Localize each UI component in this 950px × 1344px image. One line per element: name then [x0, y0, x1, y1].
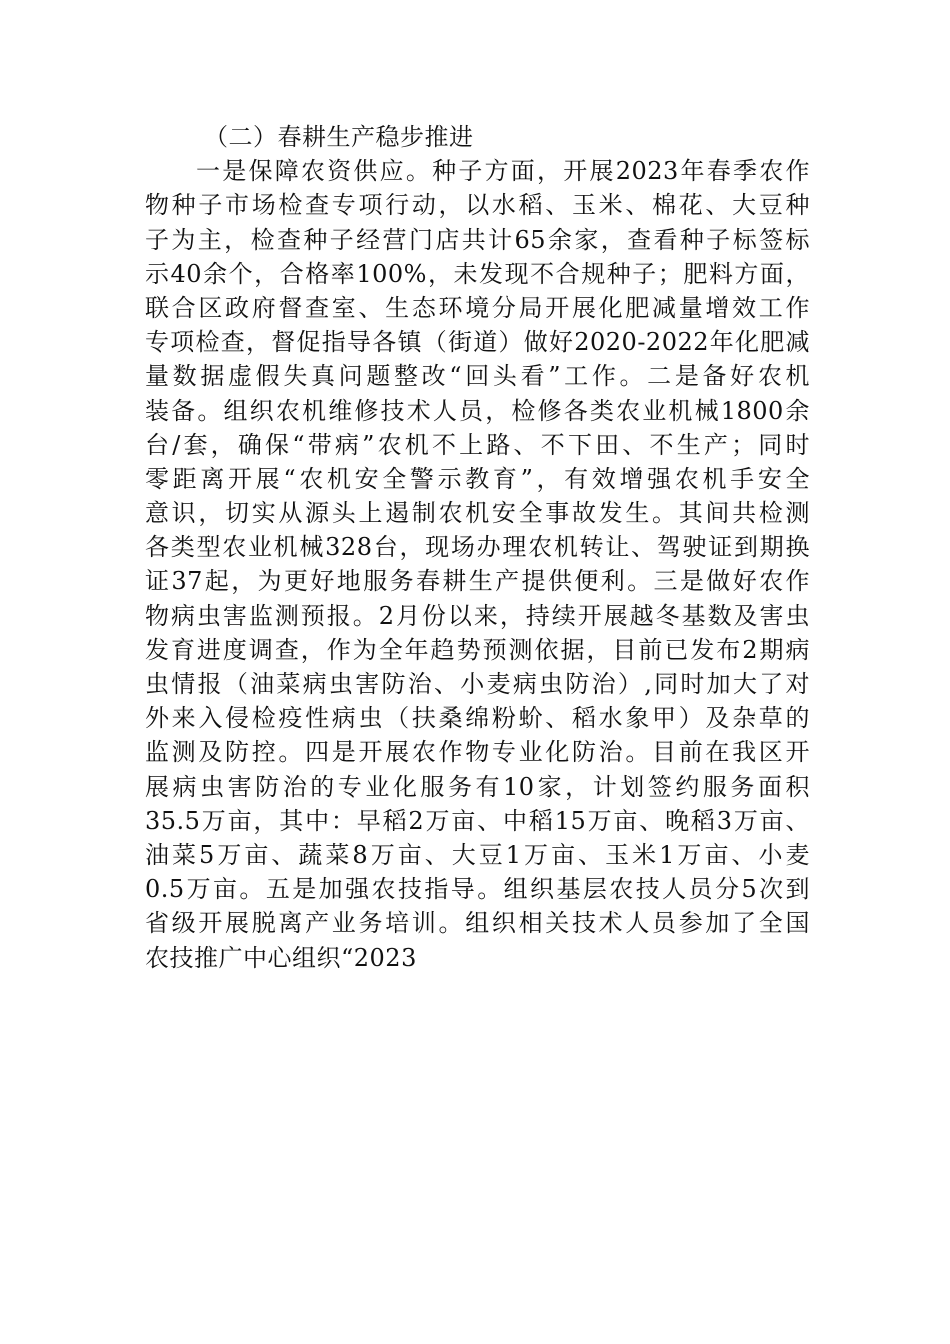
section-heading: （二）春耕生产稳步推进	[204, 123, 474, 151]
paragraph-line: 展病虫害防治的专业化服务有10家，计划签约服务面积	[145, 772, 810, 801]
paragraph-line: 零距离开展“农机安全警示教育”，有效增强农机手安全	[145, 464, 810, 493]
paragraph-line: 监测及防控。四是开展农作物专业化防治。目前在我区开	[145, 738, 810, 767]
paragraph-line: 一是保障农资供应。种子方面，开展2023年春季农作	[196, 157, 810, 186]
paragraph-line: 示40余个，合格率100%，未发现不合规种子；肥料方面，	[145, 259, 810, 288]
paragraph-line: 联合区政府督查室、生态环境分局开展化肥减量增效工作	[145, 293, 810, 322]
paragraph-line: 0.5万亩。五是加强农技指导。组织基层农技人员分5次到	[145, 875, 810, 904]
paragraph-line: 装备。组织农机维修技术人员，检修各类农业机械1800余	[145, 396, 810, 425]
paragraph-line: 发育进度调查，作为全年趋势预测依据，目前已发布2期病	[145, 635, 810, 664]
paragraph-line: 量数据虚假失真问题整改“回头看”工作。二是备好农机	[145, 362, 810, 391]
paragraph-line: 证37起，为更好地服务春耕生产提供便利。三是做好农作	[145, 567, 810, 596]
paragraph-line: 省级开展脱离产业务培训。组织相关技术人员参加了全国	[145, 909, 810, 938]
paragraph-line: 农技推广中心组织“2023	[145, 943, 417, 972]
paragraph-line: 虫情报（油菜病虫害防治、小麦病虫防治）,同时加大了对	[145, 670, 810, 698]
paragraph-line: 物病虫害监测预报。2月份以来，持续开展越冬基数及害虫	[145, 601, 810, 630]
paragraph-line: 各类型农业机械328台，现场办理农机转让、驾驶证到期换	[145, 533, 810, 562]
paragraph-line: 台/套，确保“带病”农机不上路、不下田、不生产；同时	[145, 430, 810, 459]
paragraph-line: 油菜5万亩、蔬菜8万亩、大豆1万亩、玉米1万亩、小麦	[145, 840, 810, 869]
paragraph-line: 意识，切实从源头上遏制农机安全事故发生。其间共检测	[145, 499, 810, 528]
paragraph-line: 物种子市场检查专项行动，以水稻、玉米、棉花、大豆种	[145, 191, 810, 220]
paragraph-line: 外来入侵检疫性病虫（扶桑绵粉蚧、稻水象甲）及杂草的	[145, 704, 810, 733]
paragraph-line: 专项检查，督促指导各镇（街道）做好2020-2022年化肥减	[145, 328, 810, 357]
paragraph-line: 子为主，检查种子经营门店共计65余家，查看种子标签标	[145, 225, 810, 254]
body-text	[145, 120, 810, 975]
paragraph-line: 35.5万亩，其中：早稻2万亩、中稻15万亩、晚稻3万亩、	[145, 806, 810, 835]
